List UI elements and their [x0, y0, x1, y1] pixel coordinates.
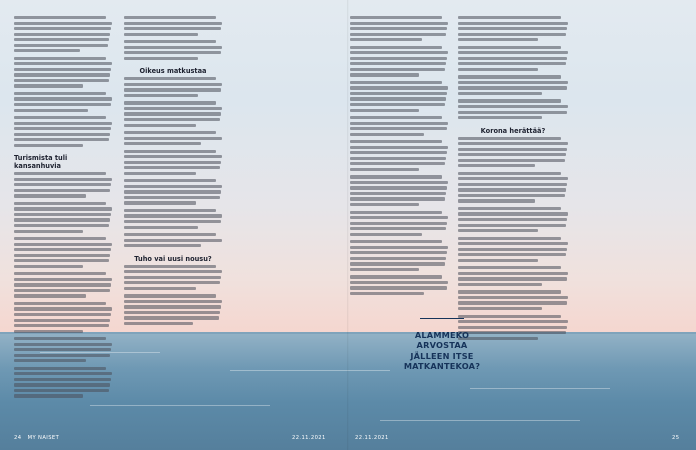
text-line-placeholder	[124, 118, 220, 121]
text-line-placeholder	[14, 38, 109, 41]
text-line-placeholder	[14, 97, 112, 100]
text-line-placeholder	[124, 316, 219, 319]
text-line-placeholder	[458, 148, 567, 151]
text-line-placeholder	[458, 46, 561, 49]
text-line-placeholder	[350, 97, 446, 100]
text-line-placeholder	[458, 75, 561, 78]
text-line-placeholder	[14, 79, 109, 82]
text-line-placeholder	[350, 46, 442, 49]
text-line-placeholder	[124, 233, 216, 236]
text-line-placeholder	[350, 81, 442, 84]
text-line-placeholder	[124, 101, 216, 104]
text-line-placeholder	[14, 394, 83, 397]
text-line-placeholder	[124, 155, 222, 158]
text-line-placeholder	[14, 27, 111, 30]
text-line-placeholder	[458, 177, 568, 180]
text-line-placeholder	[124, 185, 222, 188]
text-line-placeholder	[458, 92, 542, 95]
text-line-placeholder	[124, 322, 193, 325]
pull-quote: ALAMMEKO ARVOSTAA JÄLLEEN ITSE MATKANTEKOA?	[403, 330, 481, 372]
text-line-placeholder	[124, 107, 222, 110]
text-line-placeholder	[350, 192, 446, 195]
text-line-placeholder	[458, 164, 535, 167]
text-line-placeholder	[124, 190, 221, 193]
text-line-placeholder	[350, 86, 448, 89]
text-line-placeholder	[14, 172, 106, 175]
footer-left	[14, 435, 59, 441]
text-line-placeholder	[350, 233, 422, 236]
footer-date-right: 22.11.2021	[355, 435, 389, 441]
text-line-placeholder	[14, 302, 106, 305]
text-line-placeholder	[14, 183, 111, 186]
text-line-placeholder	[350, 281, 448, 284]
paragraph-gap	[14, 400, 112, 402]
text-line-placeholder	[458, 218, 567, 221]
text-line-placeholder	[124, 94, 198, 97]
text-line-placeholder	[14, 62, 112, 65]
text-column-right-2	[458, 16, 568, 344]
text-line-placeholder	[350, 162, 445, 165]
text-line-placeholder	[350, 275, 442, 278]
text-line-placeholder	[14, 383, 110, 386]
text-line-placeholder	[14, 44, 108, 47]
text-line-placeholder	[14, 343, 112, 346]
text-line-placeholder	[458, 142, 568, 145]
text-line-placeholder	[14, 289, 110, 292]
text-line-placeholder	[14, 202, 106, 205]
text-line-placeholder	[14, 213, 111, 216]
text-line-placeholder	[458, 38, 538, 41]
text-line-placeholder	[350, 268, 419, 271]
text-line-placeholder	[458, 188, 566, 191]
text-line-placeholder	[14, 359, 86, 362]
text-line-placeholder	[124, 124, 196, 127]
text-line-placeholder	[350, 203, 419, 206]
text-line-placeholder	[124, 239, 222, 242]
text-line-placeholder	[458, 99, 561, 102]
wave-highlight	[90, 405, 270, 406]
text-line-placeholder	[14, 307, 112, 310]
text-line-placeholder	[458, 207, 561, 210]
text-line-placeholder	[14, 116, 106, 119]
text-line-placeholder	[350, 22, 448, 25]
text-line-placeholder	[458, 259, 538, 262]
wave-highlight	[470, 388, 610, 389]
text-line-placeholder	[14, 189, 110, 192]
text-line-placeholder	[458, 86, 567, 89]
text-line-placeholder	[350, 251, 447, 254]
text-line-placeholder	[124, 142, 201, 145]
text-line-placeholder	[458, 81, 568, 84]
text-line-placeholder	[458, 307, 542, 310]
text-line-placeholder	[350, 222, 447, 225]
text-line-placeholder	[14, 354, 110, 357]
text-line-placeholder	[124, 172, 196, 175]
text-line-placeholder	[124, 137, 222, 140]
text-line-placeholder	[124, 305, 221, 308]
text-line-placeholder	[458, 111, 567, 114]
pull-quote-rule	[420, 318, 464, 319]
paragraph-gap	[124, 62, 222, 64]
text-line-placeholder	[350, 246, 448, 249]
text-line-placeholder	[124, 294, 216, 297]
text-line-placeholder	[124, 179, 216, 182]
text-line-placeholder	[124, 287, 196, 290]
text-line-placeholder	[458, 224, 566, 227]
text-line-placeholder	[124, 166, 220, 169]
text-line-placeholder	[458, 212, 568, 215]
text-line-placeholder	[458, 27, 567, 30]
text-line-placeholder	[14, 57, 106, 60]
text-line-placeholder	[124, 46, 222, 49]
text-line-placeholder	[458, 68, 538, 71]
text-line-placeholder	[14, 224, 109, 227]
text-line-placeholder	[124, 226, 198, 229]
text-line-placeholder	[124, 16, 216, 19]
text-line-placeholder	[124, 196, 220, 199]
text-line-placeholder	[14, 49, 80, 52]
text-line-placeholder	[14, 243, 112, 246]
text-column-left-1	[14, 16, 112, 402]
text-line-placeholder	[124, 300, 222, 303]
text-line-placeholder	[458, 283, 542, 286]
text-line-placeholder	[14, 230, 83, 233]
text-line-placeholder	[14, 330, 83, 333]
text-line-placeholder	[124, 83, 222, 86]
text-line-placeholder	[124, 112, 221, 115]
text-line-placeholder	[458, 116, 542, 119]
text-line-placeholder	[458, 248, 567, 251]
text-line-placeholder	[14, 378, 111, 381]
paragraph-gap	[350, 298, 448, 300]
text-line-placeholder	[124, 270, 222, 273]
text-line-placeholder	[350, 216, 448, 219]
text-line-placeholder	[14, 283, 111, 286]
text-line-placeholder	[458, 253, 566, 256]
text-line-placeholder	[458, 301, 567, 304]
text-line-placeholder	[14, 278, 112, 281]
text-line-placeholder	[458, 172, 561, 175]
text-line-placeholder	[350, 109, 419, 112]
text-line-placeholder	[458, 51, 568, 54]
text-line-placeholder	[124, 161, 221, 164]
text-line-placeholder	[14, 313, 111, 316]
text-line-placeholder	[124, 150, 216, 153]
text-line-placeholder	[458, 296, 568, 299]
subheading-korona-herattaa: Korona herättää?	[480, 126, 546, 135]
text-line-placeholder	[124, 220, 221, 223]
text-line-placeholder	[458, 242, 568, 245]
text-line-placeholder	[458, 272, 568, 275]
text-line-placeholder	[350, 133, 424, 136]
page-gutter	[347, 0, 349, 450]
text-line-placeholder	[124, 209, 216, 212]
text-line-placeholder	[124, 77, 216, 80]
text-line-placeholder	[14, 103, 111, 106]
wave-highlight	[380, 420, 580, 421]
text-line-placeholder	[14, 265, 83, 268]
text-line-placeholder	[14, 33, 110, 36]
text-line-placeholder	[124, 244, 201, 247]
text-line-placeholder	[458, 315, 561, 318]
text-line-placeholder	[14, 272, 106, 275]
text-line-placeholder	[458, 16, 561, 19]
text-line-placeholder	[14, 122, 112, 125]
text-line-placeholder	[14, 178, 112, 181]
text-line-placeholder	[458, 320, 568, 323]
text-line-placeholder	[458, 57, 567, 60]
text-line-placeholder	[14, 294, 86, 297]
text-line-placeholder	[350, 116, 442, 119]
text-line-placeholder	[458, 62, 566, 65]
text-line-placeholder	[124, 27, 221, 30]
text-line-placeholder	[14, 254, 110, 257]
magazine-name: MY NAISET	[27, 435, 60, 441]
text-line-placeholder	[124, 276, 221, 279]
text-line-placeholder	[14, 319, 110, 322]
text-line-placeholder	[458, 137, 561, 140]
text-line-placeholder	[458, 159, 565, 162]
text-line-placeholder	[350, 168, 419, 171]
text-line-placeholder	[14, 348, 111, 351]
text-line-placeholder	[124, 311, 220, 314]
page-number-right: 25	[672, 435, 680, 441]
text-column-right-1	[350, 16, 448, 300]
text-line-placeholder	[350, 197, 445, 200]
text-line-placeholder	[350, 122, 448, 125]
subheading-oikeus-matkustaa: Oikeus matkustaa	[139, 67, 207, 76]
text-line-placeholder	[350, 27, 447, 30]
text-line-placeholder	[124, 201, 196, 204]
text-line-placeholder	[124, 88, 221, 91]
paragraph-gap	[458, 122, 568, 124]
text-line-placeholder	[350, 186, 447, 189]
text-line-placeholder	[124, 131, 216, 134]
text-line-placeholder	[350, 211, 442, 214]
text-line-placeholder	[350, 62, 446, 65]
text-line-placeholder	[14, 138, 109, 141]
text-line-placeholder	[458, 326, 567, 329]
text-line-placeholder	[14, 84, 83, 87]
text-line-placeholder	[350, 73, 419, 76]
text-line-placeholder	[350, 38, 422, 41]
text-line-placeholder	[14, 194, 86, 197]
text-line-placeholder	[350, 33, 446, 36]
text-line-placeholder	[14, 133, 110, 136]
text-line-placeholder	[350, 57, 447, 60]
text-line-placeholder	[124, 40, 216, 43]
page-number-left: 24	[14, 435, 22, 441]
text-line-placeholder	[14, 144, 83, 147]
text-line-placeholder	[458, 290, 561, 293]
text-line-placeholder	[350, 51, 448, 54]
text-line-placeholder	[350, 140, 442, 143]
text-line-placeholder	[124, 57, 198, 60]
paragraph-gap	[14, 149, 112, 151]
paragraph-gap	[124, 250, 222, 252]
text-line-placeholder	[14, 127, 111, 130]
text-line-placeholder	[124, 51, 221, 54]
text-line-placeholder	[14, 324, 109, 327]
text-line-placeholder	[458, 183, 567, 186]
text-line-placeholder	[458, 237, 561, 240]
text-line-placeholder	[458, 277, 567, 280]
text-line-placeholder	[350, 16, 442, 19]
text-line-placeholder	[14, 337, 106, 340]
text-line-placeholder	[124, 281, 220, 284]
text-line-placeholder	[14, 22, 112, 25]
text-line-placeholder	[14, 367, 106, 370]
text-line-placeholder	[14, 207, 112, 210]
text-line-placeholder	[14, 16, 106, 19]
text-line-placeholder	[350, 262, 445, 265]
footer-date-left: 22.11.2021	[292, 435, 326, 441]
text-line-placeholder	[14, 68, 111, 71]
text-line-placeholder	[350, 103, 445, 106]
text-line-placeholder	[458, 229, 538, 232]
text-line-placeholder	[350, 240, 442, 243]
text-line-placeholder	[350, 92, 447, 95]
text-line-placeholder	[350, 151, 447, 154]
text-line-placeholder	[350, 127, 447, 130]
text-line-placeholder	[458, 266, 561, 269]
text-line-placeholder	[350, 68, 445, 71]
text-line-placeholder	[14, 372, 112, 375]
text-line-placeholder	[350, 175, 442, 178]
wave-highlight	[230, 370, 390, 371]
subheading-tuho-vai-uusi-nousu: Tuho vai uusi nousu?	[134, 254, 212, 263]
text-line-placeholder	[124, 33, 198, 36]
subheading-turismista: Turismista tuli kansanhuvia	[14, 154, 68, 171]
text-line-placeholder	[14, 218, 110, 221]
text-line-placeholder	[458, 194, 565, 197]
text-line-placeholder	[458, 105, 568, 108]
text-line-placeholder	[458, 153, 566, 156]
text-line-placeholder	[350, 146, 448, 149]
text-line-placeholder	[14, 248, 111, 251]
text-line-placeholder	[458, 33, 566, 36]
text-line-placeholder	[350, 181, 448, 184]
text-line-placeholder	[350, 286, 447, 289]
text-column-left-2	[124, 16, 222, 330]
text-line-placeholder	[458, 22, 568, 25]
paragraph-gap	[124, 328, 222, 330]
text-line-placeholder	[14, 73, 110, 76]
text-line-placeholder	[350, 257, 446, 260]
text-line-placeholder	[124, 265, 216, 268]
text-line-placeholder	[350, 292, 424, 295]
text-line-placeholder	[14, 237, 106, 240]
text-line-placeholder	[14, 92, 106, 95]
text-line-placeholder	[350, 227, 446, 230]
text-line-placeholder	[14, 109, 88, 112]
text-line-placeholder	[124, 22, 222, 25]
text-line-placeholder	[14, 259, 109, 262]
text-line-placeholder	[14, 389, 109, 392]
text-line-placeholder	[124, 214, 222, 217]
text-line-placeholder	[350, 157, 446, 160]
text-line-placeholder	[458, 199, 535, 202]
